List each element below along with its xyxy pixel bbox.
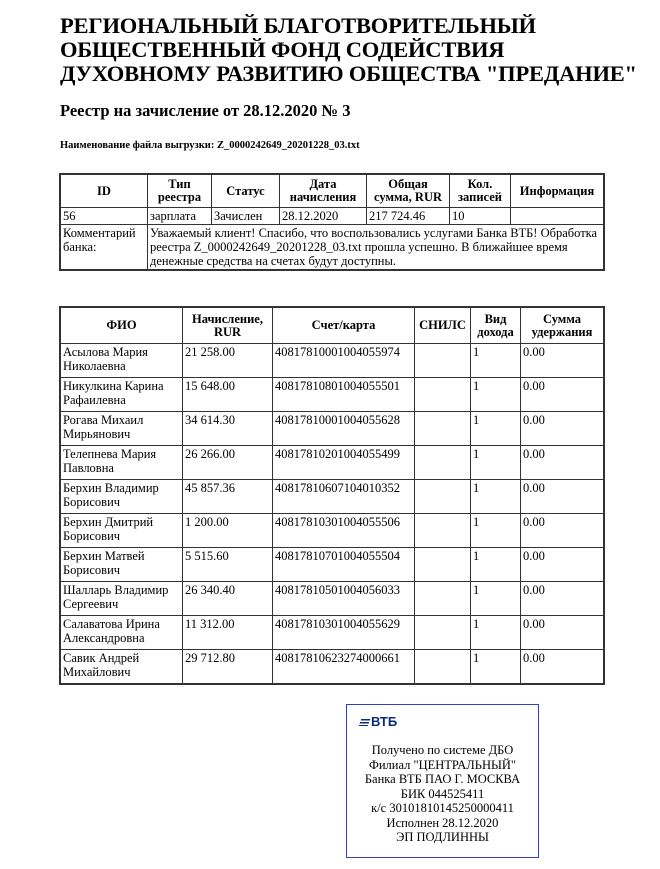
title-line: РЕГИОНАЛЬНЫЙ БЛАГОТВОРИТЕЛЬНЫЙ [60, 13, 536, 38]
stamp-line: Исполнен 28.12.2020 [386, 815, 499, 830]
table-cell: 0.00 [521, 616, 604, 650]
stamp-line: Филиал "ЦЕНТРАЛЬНЫЙ" [368, 757, 517, 772]
payees-column-header: Сумма удержания [521, 308, 604, 344]
summary-column-header: Информация [511, 175, 604, 208]
table-cell [415, 446, 471, 480]
table-row [61, 514, 604, 548]
table-cell: Асылова Мария Николаевна [61, 344, 183, 378]
table-cell: 40817810623274000661 [273, 650, 415, 684]
comment-row [61, 225, 604, 270]
table-cell [415, 582, 471, 616]
summary-cell: зарплата [148, 208, 212, 225]
comment-label: Комментарий банка: [61, 225, 148, 270]
summary-cell: 10 [450, 208, 511, 225]
stamp-line: БИК 044525411 [400, 786, 485, 801]
table-cell [415, 412, 471, 446]
table-row [61, 344, 604, 378]
table-cell: 40817810001004055974 [273, 344, 415, 378]
table-cell [415, 514, 471, 548]
table-cell [415, 548, 471, 582]
table-cell: 1 [471, 616, 521, 650]
table-row [61, 378, 604, 412]
registry-summary-table [60, 174, 604, 270]
table-cell: 1 [471, 378, 521, 412]
table-cell: Рогава Михаил Мирьянович [61, 412, 183, 446]
file-name: Наименование файла выгрузки: Z_0000242649_20201228_03.txt [60, 140, 360, 151]
table-cell [415, 616, 471, 650]
stamp-line: к/с 30101810145250000411 [371, 801, 514, 815]
logo-text: ВТБ [371, 714, 398, 729]
bank-stamp [346, 704, 539, 858]
payees-header-row [61, 308, 604, 344]
table-cell: 1 200.00 [183, 514, 273, 548]
table-cell: 29 712.80 [183, 650, 273, 684]
payees-column-header: Счет/карта [273, 308, 415, 344]
table-cell [415, 480, 471, 514]
table-cell: 0.00 [521, 650, 604, 684]
payees-table [60, 307, 604, 684]
summary-cell [511, 208, 604, 225]
summary-cell: 28.12.2020 [280, 208, 367, 225]
stamp-line: Получено по системе ДБО [371, 743, 514, 757]
payees-column-header: Вид дохода [471, 308, 521, 344]
table-cell: Салаватова Ирина Александровна [61, 616, 183, 650]
bank-comment: Уважаемый клиент! Спасибо, что воспользовались услугами Банка ВТБ! Обработка реестра Z_0000242649_20201228_03.txt прошла успешно. В ближайшее время денежные средства на счетах будут доступны. [148, 225, 604, 270]
table-cell: Берхин Дмитрий Борисович [61, 514, 183, 548]
title-line: ОБЩЕСТВЕННЫЙ ФОНД СОДЕЙСТВИЯ [60, 37, 505, 62]
table-cell: 0.00 [521, 582, 604, 616]
table-cell: 1 [471, 412, 521, 446]
table-cell: 0.00 [521, 548, 604, 582]
table-cell: 1 [471, 650, 521, 684]
registry-title: Реестр на зачисление от 28.12.2020 № 3 [60, 101, 351, 120]
summary-cell: Зачислен [212, 208, 280, 225]
table-cell: Никулкина Карина Рафаилевна [61, 378, 183, 412]
table-cell: 26 266.00 [183, 446, 273, 480]
table-cell: 26 340.40 [183, 582, 273, 616]
summary-header-row [61, 175, 604, 208]
table-cell: 0.00 [521, 412, 604, 446]
table-cell: 40817810201004055499 [273, 446, 415, 480]
title-line: ДУХОВНОМУ РАЗВИТИЮ ОБЩЕСТВА "ПРЕДАНИЕ" [60, 61, 637, 86]
table-cell: 1 [471, 514, 521, 548]
table-cell: 40817810501004056033 [273, 582, 415, 616]
table-cell: 0.00 [521, 378, 604, 412]
summary-column-header: Общая сумма, RUR [367, 175, 450, 208]
table-cell: 40817810001004055628 [273, 412, 415, 446]
table-row [61, 548, 604, 582]
table-cell: 0.00 [521, 514, 604, 548]
table-cell: 45 857.36 [183, 480, 273, 514]
vtb-logo [360, 715, 397, 730]
summary-column-header: Дата начисления [280, 175, 367, 208]
table-cell: 1 [471, 480, 521, 514]
table-row [61, 480, 604, 514]
organization-title [60, 14, 637, 86]
table-cell: 1 [471, 582, 521, 616]
table-cell: 40817810301004055506 [273, 514, 415, 548]
table-row [61, 650, 604, 684]
stamp-line: Банка ВТБ ПАО Г. МОСКВА [364, 772, 521, 786]
payees-column-header: Начисление, RUR [183, 308, 273, 344]
table-row [61, 616, 604, 650]
summary-cell: 56 [61, 208, 148, 225]
table-cell: 40817810607104010352 [273, 480, 415, 514]
table-cell: 15 648.00 [183, 378, 273, 412]
table-row [61, 446, 604, 480]
table-cell: Шалларь Владимир Сергеевич [61, 582, 183, 616]
vtb-logo-icon [359, 719, 371, 726]
table-cell [415, 344, 471, 378]
table-cell: 0.00 [521, 446, 604, 480]
table-cell [415, 378, 471, 412]
table-cell: 1 [471, 548, 521, 582]
table-row [61, 412, 604, 446]
summary-cell: 217 724.46 [367, 208, 450, 225]
stamp-text [347, 743, 538, 845]
table-row [61, 582, 604, 616]
table-cell: 1 [471, 344, 521, 378]
table-cell: 34 614.30 [183, 412, 273, 446]
summary-data-row [61, 208, 604, 225]
summary-column-header: ID [61, 175, 148, 208]
table-cell: 1 [471, 446, 521, 480]
table-cell: Берхин Матвей Борисович [61, 548, 183, 582]
payees-column-header: ФИО [61, 308, 183, 344]
table-cell: 21 258.00 [183, 344, 273, 378]
summary-column-header: Кол. записей [450, 175, 511, 208]
payees-column-header: СНИЛС [415, 308, 471, 344]
summary-column-header: Статус [212, 175, 280, 208]
table-cell: 0.00 [521, 480, 604, 514]
table-cell: 40817810301004055629 [273, 616, 415, 650]
table-cell: Савик Андрей Михайлович [61, 650, 183, 684]
stamp-line: ЭП ПОДЛИННЫ [396, 830, 489, 844]
table-cell: 5 515.60 [183, 548, 273, 582]
summary-column-header: Тип реестра [148, 175, 212, 208]
table-cell [415, 650, 471, 684]
table-cell: Берхин Владимир Борисович [61, 480, 183, 514]
table-cell: Телепнева Мария Павловна [61, 446, 183, 480]
table-cell: 40817810801004055501 [273, 378, 415, 412]
table-cell: 11 312.00 [183, 616, 273, 650]
table-cell: 0.00 [521, 344, 604, 378]
table-cell: 40817810701004055504 [273, 548, 415, 582]
